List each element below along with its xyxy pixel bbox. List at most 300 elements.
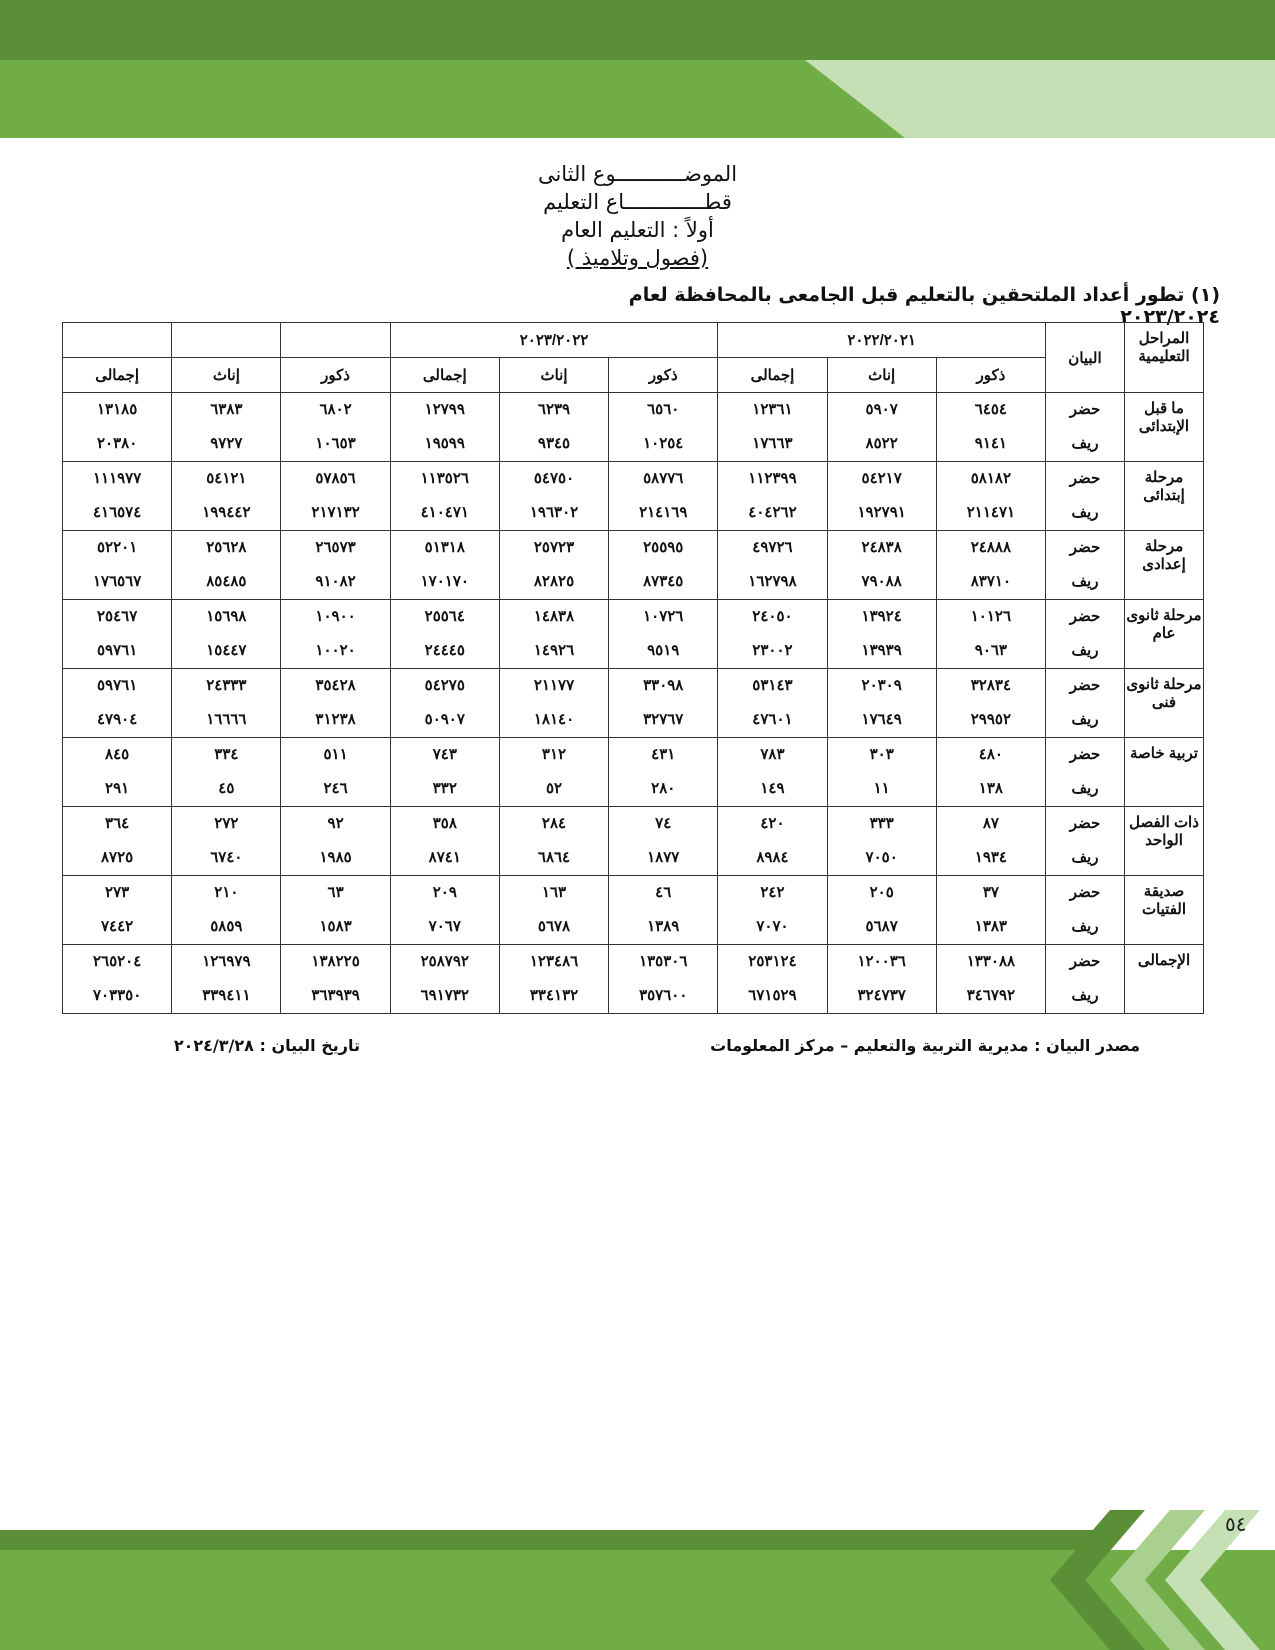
value-cell xyxy=(936,876,1045,945)
value: ٢٤٣٣٣ xyxy=(206,677,247,694)
sub-header-2-1: ذكور xyxy=(609,358,718,393)
value: ٢٥٦٢٨ xyxy=(206,539,247,556)
value: ٦٣ xyxy=(327,884,344,901)
value: ٧٠٦٧ xyxy=(428,918,461,935)
value-cell xyxy=(827,945,936,1014)
value-cell xyxy=(827,393,936,462)
value-cell xyxy=(827,669,936,738)
value: ١٢٣٦١ xyxy=(752,401,793,418)
value: ٢٥٣١٢٤ xyxy=(748,953,797,970)
value: ١٧٠١٧٠ xyxy=(420,573,469,590)
value-cell xyxy=(390,738,499,807)
value: ٢٥٥٦٤ xyxy=(424,608,465,625)
value-cell xyxy=(936,462,1045,531)
col-header-empty-1 xyxy=(281,323,390,358)
value: ٧٩٠٨٨ xyxy=(861,573,902,590)
value: ٨٣٧١٠ xyxy=(970,573,1012,590)
value: ١١٢٣٩٩ xyxy=(748,470,797,487)
value: ٣٣٣ xyxy=(869,815,894,832)
value: ٨٧٢٥ xyxy=(101,849,134,866)
value: ٢٨٠ xyxy=(651,780,676,797)
date-note: تاريخ البيان : ٢٠٢٤/٣/٢٨ xyxy=(173,1036,360,1055)
value-cell xyxy=(718,876,827,945)
value: ٨٧ xyxy=(982,815,999,832)
value: ١١ xyxy=(873,780,890,797)
value-cell xyxy=(172,807,281,876)
value: ٥٦٧٨ xyxy=(537,918,571,935)
value: ٨٧٤١ xyxy=(428,849,461,866)
loc-rural: ريف xyxy=(1071,504,1099,521)
value: ٥٩٧٦١ xyxy=(96,677,138,694)
loc-rural: ريف xyxy=(1071,849,1099,866)
value-cell xyxy=(718,462,827,531)
value: ٤١٠٤٧١ xyxy=(420,504,469,521)
loc-rural: ريف xyxy=(1071,987,1099,1004)
value: ٤٦ xyxy=(655,884,672,901)
value: ٣٢٨٣٤ xyxy=(970,677,1012,694)
table-row xyxy=(63,393,1204,462)
loc-rural: ريف xyxy=(1071,918,1099,935)
topic-title: الموضـــــــــــوع الثانى xyxy=(537,162,738,186)
value-cell xyxy=(281,600,390,669)
value: ٢٦٥٧٣ xyxy=(315,539,356,556)
value: ٧٠٣٣٥٠ xyxy=(92,987,142,1004)
value: ١٩٦٣٠٢ xyxy=(529,504,579,521)
value-cell xyxy=(499,738,608,807)
value-cell xyxy=(172,531,281,600)
value-cell xyxy=(718,393,827,462)
value: ٢٩٩٥٢ xyxy=(970,711,1012,728)
value-cell xyxy=(499,876,608,945)
value: ٢٠٣٠٩ xyxy=(861,677,902,694)
value: ١٠٩٠٠ xyxy=(315,608,356,625)
loc-cell xyxy=(1046,600,1125,669)
value: ١٦٢٧٩٨ xyxy=(748,573,797,590)
value: ١٤٩ xyxy=(760,780,785,797)
value: ٥١٣١٨ xyxy=(424,539,465,556)
subsection-title: أولاً : التعليم العام xyxy=(561,218,714,242)
loc-urban: حضر xyxy=(1069,608,1101,625)
value-cell xyxy=(390,462,499,531)
value: ١٨٧٧ xyxy=(647,849,680,866)
value: ٤٧٦٠١ xyxy=(752,711,793,728)
value: ١١١٩٧٧ xyxy=(92,470,142,487)
value: ٢٣٠٠٢ xyxy=(752,642,793,659)
value: ٣٣٠٩٨ xyxy=(643,677,684,694)
value-cell xyxy=(609,807,718,876)
value-cell xyxy=(936,807,1045,876)
loc-rural: ريف xyxy=(1071,711,1099,728)
stage-label: صديقة الفتيات xyxy=(1125,876,1204,945)
value: ١٥٦٩٨ xyxy=(206,608,247,625)
value-cell xyxy=(63,531,172,600)
value-cell xyxy=(499,531,608,600)
value-cell xyxy=(936,531,1045,600)
value: ٢١١٧٧ xyxy=(533,677,575,694)
loc-urban: حضر xyxy=(1069,401,1101,418)
value: ٣٥٨ xyxy=(432,815,457,832)
value-cell xyxy=(390,393,499,462)
value: ٤١٦٥٧٤ xyxy=(92,504,142,521)
value: ٥١١ xyxy=(323,746,348,763)
value: ٤٨٠ xyxy=(978,746,1003,763)
value: ١٩٨٥ xyxy=(319,849,352,866)
loc-rural: ريف xyxy=(1071,435,1099,452)
table-row xyxy=(63,945,1204,1014)
stage-label: تربية خاصة xyxy=(1125,738,1204,807)
value: ٤٢٠ xyxy=(760,815,785,832)
value: ٣١٢٣٨ xyxy=(315,711,356,728)
value-cell xyxy=(63,669,172,738)
value: ١٧٦٥٦٧ xyxy=(92,573,142,590)
value-cell xyxy=(718,531,827,600)
value-cell xyxy=(827,738,936,807)
value: ٢٥٥٩٥ xyxy=(643,539,684,556)
value: ٦٤٥٤ xyxy=(974,401,1007,418)
header-band-dark xyxy=(0,0,1275,60)
table-row xyxy=(63,531,1204,600)
value: ٨٢٨٢٥ xyxy=(533,573,575,590)
value: ٦٧١٥٢٩ xyxy=(748,987,797,1004)
value: ٤٧٩٠٤ xyxy=(96,711,138,728)
value-cell xyxy=(718,807,827,876)
value-cell xyxy=(718,669,827,738)
loc-urban: حضر xyxy=(1069,884,1101,901)
value: ١٠٢٥٤ xyxy=(643,435,684,452)
stage-label: الإجمالى xyxy=(1125,945,1204,1014)
value: ٢١٤١٦٩ xyxy=(639,504,688,521)
value: ١٣٨٢٢٥ xyxy=(311,953,360,970)
value-cell xyxy=(172,462,281,531)
value: ٨٥٢٢ xyxy=(865,435,898,452)
value: ٤٠٤٢٦٢ xyxy=(748,504,797,521)
value-cell xyxy=(172,945,281,1014)
value: ٣٣٩٤١١ xyxy=(202,987,251,1004)
value: ٥٢ xyxy=(545,780,563,797)
value: ٥٤٧٥٠ xyxy=(533,470,575,487)
value: ٤٣١ xyxy=(651,746,676,763)
value: ٢٥٨٧٩٢ xyxy=(420,953,469,970)
value: ١٠٦٥٣ xyxy=(315,435,356,452)
loc-cell xyxy=(1046,669,1125,738)
value: ٣٣٤ xyxy=(214,746,239,763)
value: ١٠١٢٦ xyxy=(970,608,1012,625)
value-cell xyxy=(281,669,390,738)
value-cell xyxy=(172,669,281,738)
value-cell xyxy=(172,393,281,462)
loc-urban: حضر xyxy=(1069,470,1101,487)
value: ٨٩٨٤ xyxy=(756,849,789,866)
value: ١٣٣٠٨٨ xyxy=(966,953,1016,970)
value-cell xyxy=(390,945,499,1014)
value-cell xyxy=(609,531,718,600)
value-cell xyxy=(827,462,936,531)
value: ٦٣٨٣ xyxy=(210,401,243,418)
value: ٢٠٩ xyxy=(432,884,457,901)
value: ٥٤٢٧٥ xyxy=(424,677,465,694)
loc-cell xyxy=(1046,876,1125,945)
value-cell xyxy=(281,945,390,1014)
value: ٤٩٧٢٦ xyxy=(752,539,793,556)
value: ١٢٠٠٣٦ xyxy=(857,953,906,970)
value-cell xyxy=(609,945,718,1014)
value: ٥٠٩٠٧ xyxy=(424,711,465,728)
value: ١٣٨٣ xyxy=(974,918,1007,935)
value: ٦٨٠٢ xyxy=(319,401,352,418)
table-row xyxy=(63,876,1204,945)
value: ١٥٤٤٧ xyxy=(206,642,247,659)
value: ٨٤٥ xyxy=(105,746,130,763)
value-cell xyxy=(718,945,827,1014)
loc-cell xyxy=(1046,738,1125,807)
sub-header-2-2: إناث xyxy=(499,358,608,393)
value: ٣٤٦٧٩٢ xyxy=(966,987,1016,1004)
value-cell xyxy=(390,531,499,600)
value: ٩٥١٩ xyxy=(647,642,680,659)
value: ٢١٧١٣٢ xyxy=(311,504,360,521)
value: ٥٦٨٧ xyxy=(865,918,898,935)
value: ٣٠٣ xyxy=(869,746,894,763)
value-cell xyxy=(609,669,718,738)
loc-cell xyxy=(1046,807,1125,876)
value: ٢٩١ xyxy=(105,780,130,797)
value: ١٩٢٧٩١ xyxy=(857,504,906,521)
value: ١٣٨٩ xyxy=(647,918,680,935)
value: ١٢٧٩٩ xyxy=(424,401,465,418)
value: ٣٦٤ xyxy=(105,815,130,832)
value-cell xyxy=(609,738,718,807)
sub-header-1-3: إجمالى xyxy=(718,358,827,393)
value: ١٧٦٦٣ xyxy=(752,435,793,452)
value-cell xyxy=(63,462,172,531)
value: ٥٤١٢١ xyxy=(206,470,247,487)
col-header-empty-3 xyxy=(63,323,172,358)
section-titles xyxy=(0,160,1275,272)
value-cell xyxy=(281,876,390,945)
value: ٧٤ xyxy=(655,815,672,832)
value-cell xyxy=(390,876,499,945)
value-cell xyxy=(609,600,718,669)
loc-urban: حضر xyxy=(1069,677,1101,694)
value: ٣٢٤٧٣٧ xyxy=(857,987,906,1004)
value-cell xyxy=(936,393,1045,462)
loc-cell xyxy=(1046,462,1125,531)
value: ٤٥ xyxy=(218,780,235,797)
value-cell xyxy=(936,738,1045,807)
table-row xyxy=(63,462,1204,531)
value: ٥٨٥٩ xyxy=(210,918,243,935)
value: ٢١٠ xyxy=(214,884,239,901)
loc-urban: حضر xyxy=(1069,815,1101,832)
value-cell xyxy=(172,738,281,807)
value-cell xyxy=(718,600,827,669)
value: ٥٢٢٠١ xyxy=(96,539,138,556)
value: ٢٠٣٨٠ xyxy=(96,435,138,452)
loc-rural: ريف xyxy=(1071,642,1099,659)
sub-header-3-1: ذكور xyxy=(281,358,390,393)
value: ١٥٨٣ xyxy=(319,918,352,935)
value-cell xyxy=(827,600,936,669)
value: ٥٩٠٧ xyxy=(865,401,898,418)
col-header-year2: ٢٠٢٣/٢٠٢٢ xyxy=(390,323,718,358)
value: ٦٩١٧٣٢ xyxy=(420,987,469,1004)
value-cell xyxy=(281,807,390,876)
value-cell xyxy=(390,807,499,876)
loc-cell xyxy=(1046,531,1125,600)
value-cell xyxy=(499,462,608,531)
sub-header-3-3: إجمالى xyxy=(63,358,172,393)
value: ٧٤٤٢ xyxy=(101,918,134,935)
value: ٢٨٤ xyxy=(541,815,567,832)
value: ٣٢٧٦٧ xyxy=(643,711,684,728)
value: ١٣٩٢٤ xyxy=(861,608,902,625)
value-cell xyxy=(827,531,936,600)
value: ٥٨٧٧٦ xyxy=(643,470,684,487)
value-cell xyxy=(499,393,608,462)
value: ١٣٩٣٩ xyxy=(861,642,902,659)
value: ٩١٠٨٢ xyxy=(315,573,356,590)
value: ٣٥٤٢٨ xyxy=(315,677,356,694)
col-header-year1: ٢٠٢٢/٢٠٢١ xyxy=(718,323,1046,358)
value-cell xyxy=(63,876,172,945)
value: ٦٢٣٩ xyxy=(537,401,571,418)
value-cell xyxy=(390,600,499,669)
value-cell xyxy=(499,807,608,876)
value-cell xyxy=(609,393,718,462)
value: ٢٥٧٢٣ xyxy=(533,539,575,556)
value: ٣١٢ xyxy=(541,746,567,763)
value: ٢٤٨٣٨ xyxy=(861,539,902,556)
stage-label: مرحلة ثانوى عام xyxy=(1125,600,1204,669)
value: ١٣١٨٥ xyxy=(96,401,138,418)
value: ٣٣٤١٣٢ xyxy=(529,987,579,1004)
value-cell xyxy=(609,462,718,531)
value-cell xyxy=(281,393,390,462)
table-title: (١) تطور أعداد الملتحقين بالتعليم قبل الجامعى بالمحافظة لعام ٢٠٢٣/٢٠٢٤ xyxy=(628,284,1220,328)
value: ٢٠٥ xyxy=(869,884,894,901)
value-cell xyxy=(281,738,390,807)
sector-title: قطـــــــــــــاع التعليم xyxy=(543,190,732,214)
subsection-subtitle: (فصول وتلاميذ ) xyxy=(566,246,709,270)
sub-header-2-3: إجمالى xyxy=(390,358,499,393)
loc-urban: حضر xyxy=(1069,746,1101,763)
value-cell xyxy=(499,945,608,1014)
value: ٩٢ xyxy=(327,815,344,832)
value-cell xyxy=(936,669,1045,738)
value: ٢٤٠٥٠ xyxy=(752,608,793,625)
value: ٩٠٦٣ xyxy=(974,642,1007,659)
value: ٢٧٣ xyxy=(105,884,130,901)
value: ٧٨٣ xyxy=(760,746,785,763)
stage-label: مرحلة إعدادى xyxy=(1125,531,1204,600)
sub-header-3-2: إناث xyxy=(172,358,281,393)
table-row xyxy=(63,669,1204,738)
value-cell xyxy=(63,738,172,807)
value: ١٩٣٤ xyxy=(974,849,1007,866)
value: ١٩٩٤٤٢ xyxy=(202,504,251,521)
value: ٦٥٦٠ xyxy=(647,401,680,418)
value: ٢١١٤٧١ xyxy=(966,504,1016,521)
value: ٩٣٤٥ xyxy=(537,435,571,452)
value-cell xyxy=(499,669,608,738)
value: ٧٠٧٠ xyxy=(756,918,789,935)
table-row xyxy=(63,600,1204,669)
value-cell xyxy=(63,945,172,1014)
value: ١٢٣٤٨٦ xyxy=(529,953,579,970)
value-cell xyxy=(63,393,172,462)
value-cell xyxy=(172,600,281,669)
source-note: مصدر البيان : مديرية التربية والتعليم – مركز المعلومات xyxy=(710,1036,1140,1055)
value-cell xyxy=(827,876,936,945)
value: ٢٤٢ xyxy=(760,884,785,901)
stage-label: ما قبل الإبتدائى xyxy=(1125,393,1204,462)
sub-header-1-1: ذكور xyxy=(936,358,1045,393)
value: ١٠٧٢٦ xyxy=(643,608,684,625)
loc-rural: ريف xyxy=(1071,780,1099,797)
table-row xyxy=(63,807,1204,876)
stage-label: ذات الفصل الواحد xyxy=(1125,807,1204,876)
table-row xyxy=(63,738,1204,807)
value: ٢٤٨٨٨ xyxy=(970,539,1012,556)
value: ١٤٩٢٦ xyxy=(533,642,575,659)
value: ٧٠٥٠ xyxy=(865,849,898,866)
value: ٧٤٣ xyxy=(432,746,457,763)
value: ٢٤٤٤٥ xyxy=(424,642,465,659)
value: ١٢٦٩٧٩ xyxy=(202,953,251,970)
value: ٩٧٢٧ xyxy=(210,435,243,452)
value: ٢٦٥٢٠٤ xyxy=(92,953,142,970)
value-cell xyxy=(390,669,499,738)
value: ٥٤٢١٧ xyxy=(861,470,902,487)
col-header-loc: البيان xyxy=(1046,323,1125,393)
loc-cell xyxy=(1046,393,1125,462)
value: ١٦٦٦٦ xyxy=(206,711,247,728)
value-cell xyxy=(827,807,936,876)
stage-label: مرحلة إبتدائى xyxy=(1125,462,1204,531)
value: ٥٨١٨٢ xyxy=(970,470,1012,487)
value-cell xyxy=(281,462,390,531)
value: ٢٥٤٦٧ xyxy=(96,608,138,625)
col-header-empty-2 xyxy=(172,323,281,358)
footer-band-dark xyxy=(0,1530,1100,1550)
sub-header-1-2: إناث xyxy=(827,358,936,393)
value: ٣٦٣٩٣٩ xyxy=(311,987,360,1004)
value: ١٣٨ xyxy=(978,780,1003,797)
loc-cell xyxy=(1046,945,1125,1014)
value: ١٧٦٤٩ xyxy=(861,711,902,728)
value: ١٨١٤٠ xyxy=(533,711,575,728)
loc-rural: ريف xyxy=(1071,573,1099,590)
col-header-stage: المراحل التعليمية xyxy=(1125,323,1204,393)
value: ٣٧ xyxy=(982,884,999,901)
value: ٣٣٢ xyxy=(432,780,457,797)
value-cell xyxy=(172,876,281,945)
value: ٦٨٦٤ xyxy=(537,849,571,866)
loc-urban: حضر xyxy=(1069,539,1101,556)
value-cell xyxy=(936,945,1045,1014)
value-cell xyxy=(936,600,1045,669)
value: ٩١٤١ xyxy=(974,435,1007,452)
value: ١٤٨٣٨ xyxy=(533,608,575,625)
stage-label: مرحلة ثانوى فنى xyxy=(1125,669,1204,738)
value: ٥٣١٤٣ xyxy=(752,677,793,694)
loc-urban: حضر xyxy=(1069,953,1101,970)
value-cell xyxy=(63,600,172,669)
value: ١٠٠٢٠ xyxy=(315,642,356,659)
value: ٣٥٧٦٠٠ xyxy=(639,987,688,1004)
value: ١١٣٥٢٦ xyxy=(420,470,469,487)
value: ٢٤٦ xyxy=(323,780,348,797)
